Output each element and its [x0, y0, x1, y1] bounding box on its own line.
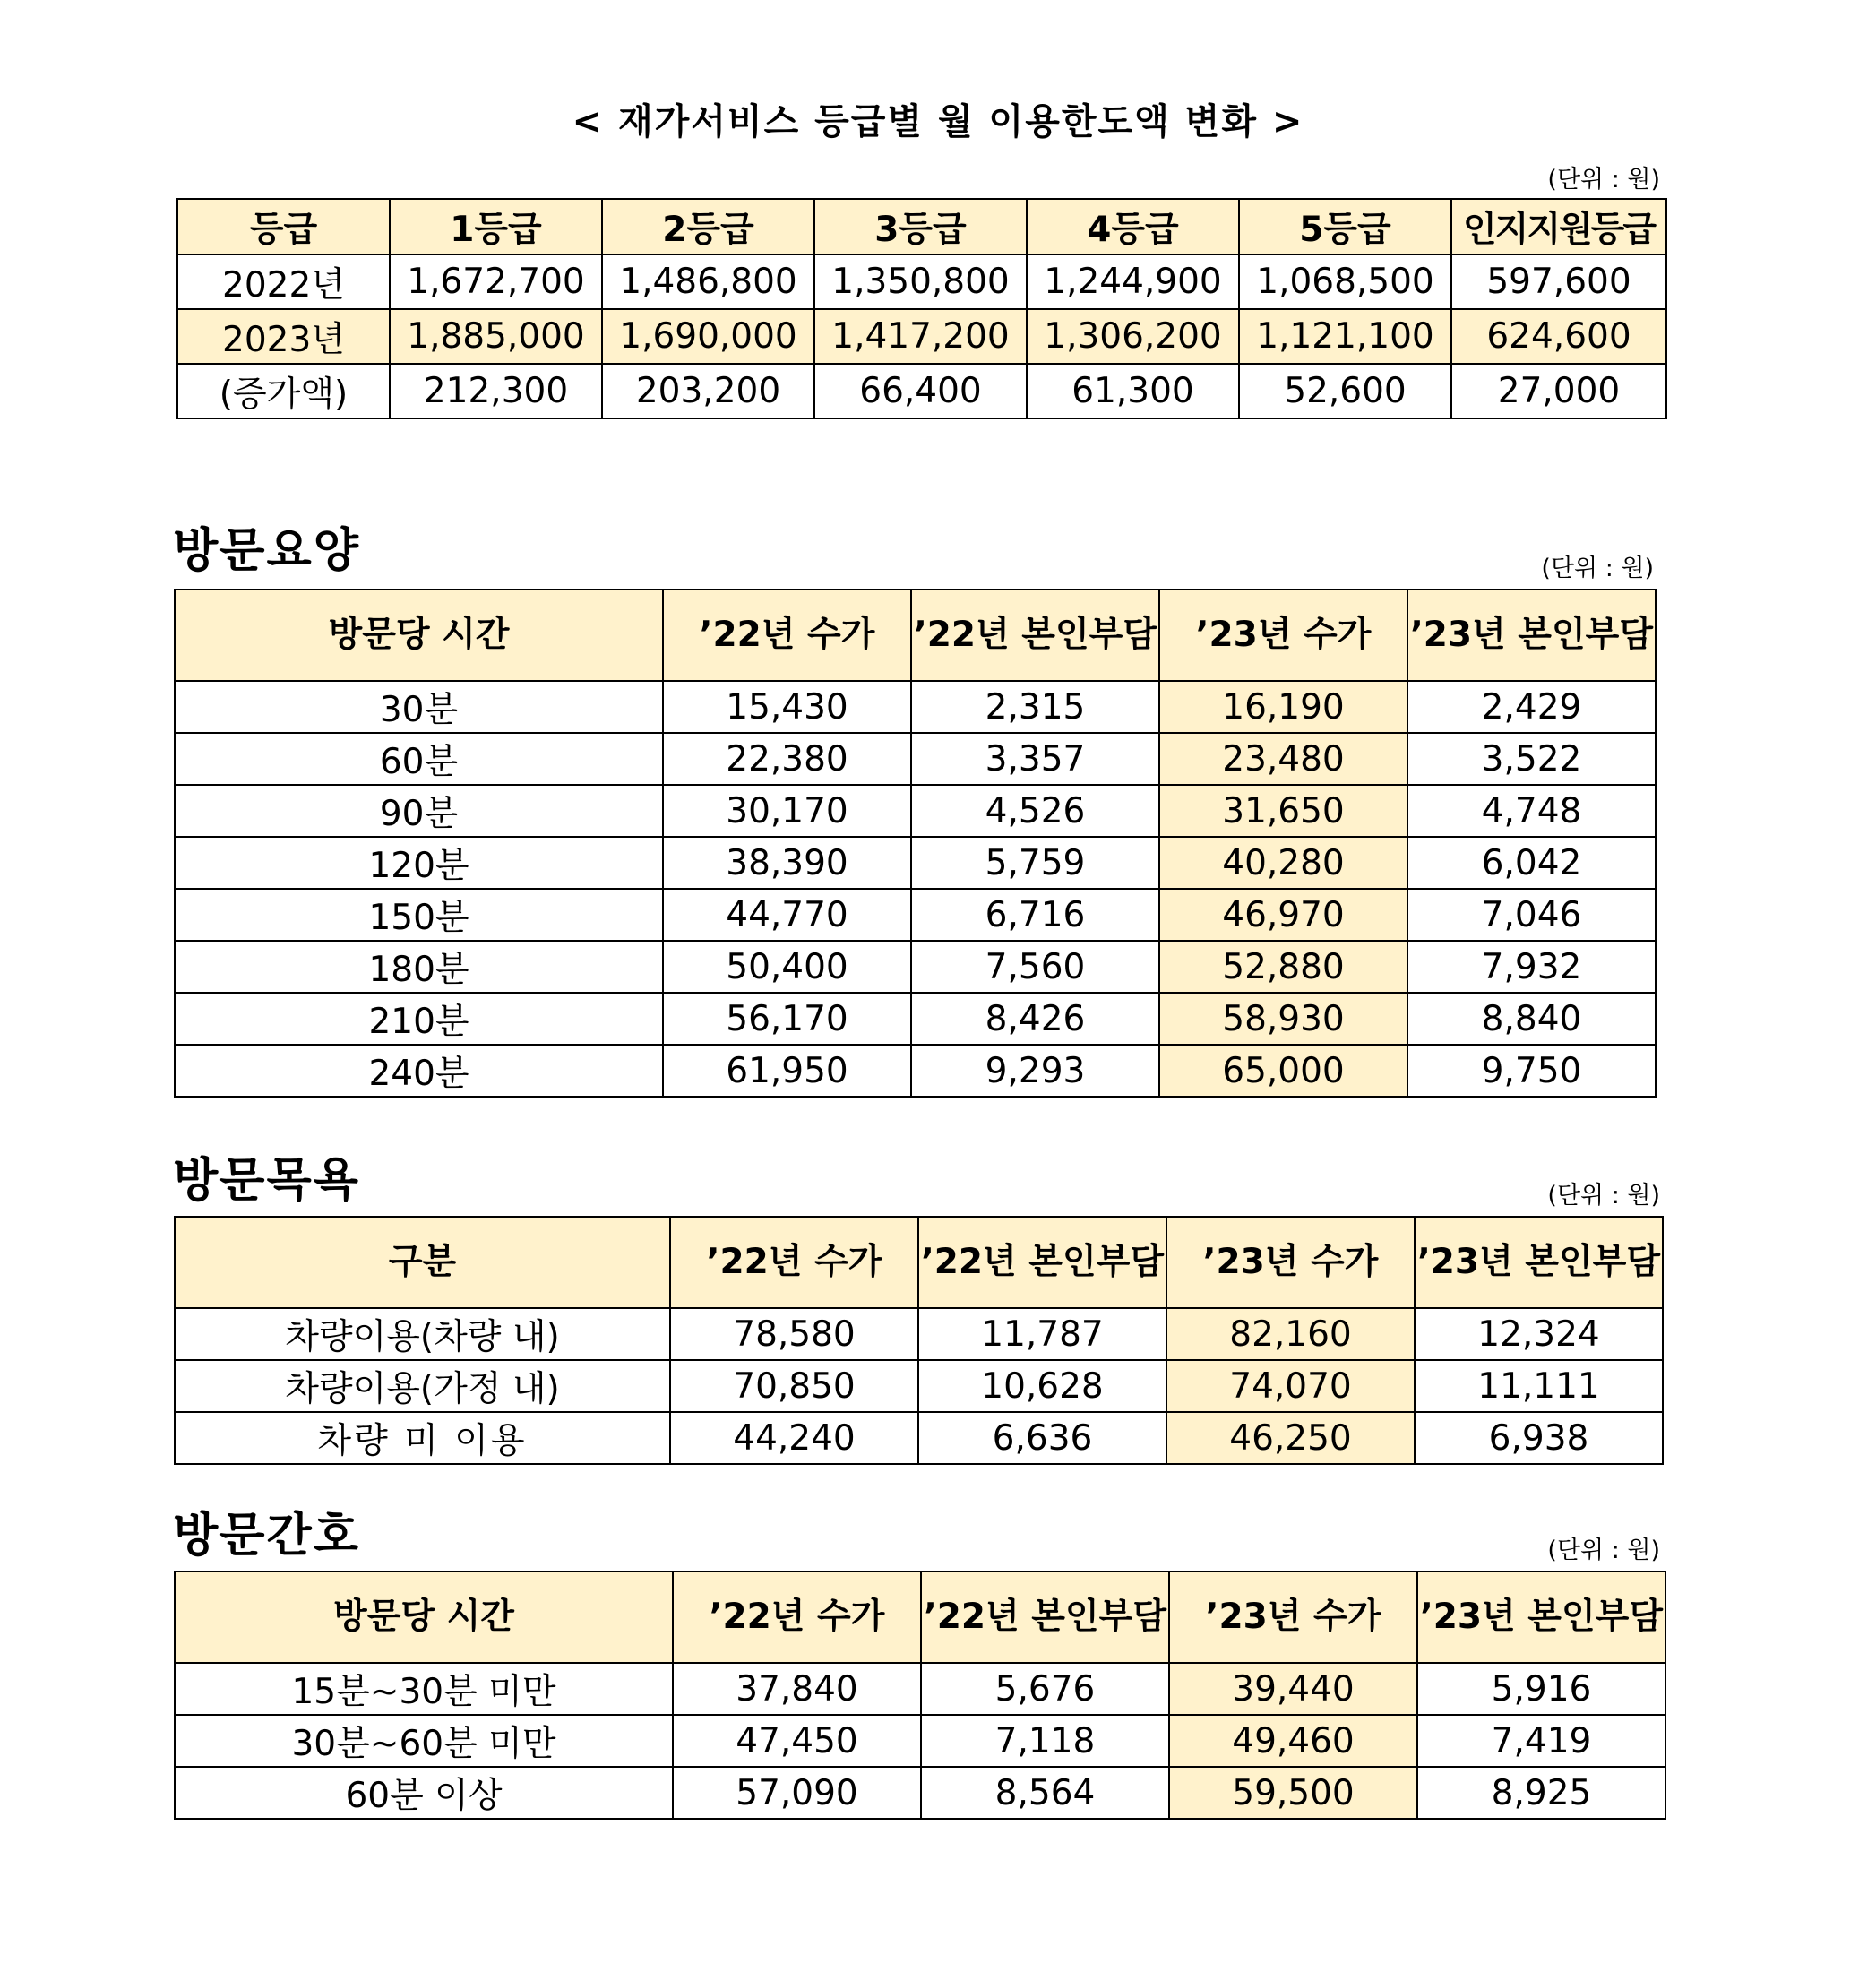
table-cell: 9,750 — [1407, 1045, 1656, 1097]
table-cell: 7,419 — [1417, 1715, 1665, 1767]
table-cell: 120분 — [175, 837, 663, 889]
table-cell: 1,690,000 — [602, 309, 814, 364]
table-cell: 70,850 — [670, 1360, 918, 1412]
table-cell: 1,306,200 — [1027, 309, 1239, 364]
table-cell: 3,522 — [1407, 733, 1656, 785]
table-cell: 1,417,200 — [814, 309, 1027, 364]
table-cell: 49,460 — [1169, 1715, 1417, 1767]
header-cell: 방문당 시간 — [175, 1572, 673, 1663]
header-cell: ’22년 수가 — [663, 590, 911, 681]
table-cell: 10,628 — [918, 1360, 1166, 1412]
table-cell: 58,930 — [1159, 993, 1407, 1045]
table-cell: 1,672,700 — [390, 254, 602, 309]
table-row — [177, 254, 1666, 309]
table-cell: 1,885,000 — [390, 309, 602, 364]
table-cell: 7,560 — [911, 941, 1159, 993]
table-cell: 30,170 — [663, 785, 911, 837]
table-row — [175, 1412, 1663, 1464]
table-cell: 90분 — [175, 785, 663, 837]
table-cell: 8,564 — [921, 1767, 1169, 1819]
header-cell: ’23년 본인부담 — [1415, 1217, 1663, 1308]
header-cell: ’23년 본인부담 — [1417, 1572, 1665, 1663]
table-row — [175, 733, 1656, 785]
table-cell: 47,450 — [673, 1715, 921, 1767]
table-row — [175, 1308, 1663, 1360]
table-cell: 1,350,800 — [814, 254, 1027, 309]
section-title-nursing: 방문간호 — [173, 1508, 360, 1563]
header-cell: ’22년 수가 — [670, 1217, 918, 1308]
table-cell: 5,916 — [1417, 1663, 1665, 1715]
header-cell: ’22년 본인부담 — [921, 1572, 1169, 1663]
table-header-row — [175, 590, 1656, 681]
table-cell: 15분~30분 미만 — [175, 1663, 673, 1715]
table-cell: 8,840 — [1407, 993, 1656, 1045]
table-cell: 8,426 — [911, 993, 1159, 1045]
table-cell: 9,293 — [911, 1045, 1159, 1097]
table-cell: 5,676 — [921, 1663, 1169, 1715]
table-cell: 30분~60분 미만 — [175, 1715, 673, 1767]
header-cell: 인지지원등급 — [1451, 199, 1666, 254]
table-row — [175, 889, 1656, 941]
table-cell: 1,068,500 — [1239, 254, 1451, 309]
main-title: < 재가서비스 등급별 월 이용한도액 변화 > — [572, 101, 1304, 142]
table-row — [175, 1045, 1656, 1097]
section-title-bathing: 방문목욕 — [173, 1153, 360, 1208]
table-cell: 27,000 — [1451, 364, 1666, 418]
table-cell: 12,324 — [1415, 1308, 1663, 1360]
header-cell: 1등급 — [390, 199, 602, 254]
header-cell: 5등급 — [1239, 199, 1451, 254]
header-cell: 4등급 — [1027, 199, 1239, 254]
table-cell: 61,950 — [663, 1045, 911, 1097]
header-cell: ’23년 본인부담 — [1407, 590, 1656, 681]
table-row — [175, 785, 1656, 837]
table-cell: 40,280 — [1159, 837, 1407, 889]
table-cell: 65,000 — [1159, 1045, 1407, 1097]
table-header-row — [175, 1572, 1665, 1663]
table-cell: 150분 — [175, 889, 663, 941]
header-cell: 3등급 — [814, 199, 1027, 254]
table-cell: (증가액) — [177, 364, 390, 418]
table-cell: 60분 — [175, 733, 663, 785]
table-cell: 44,240 — [670, 1412, 918, 1464]
header-cell: 구분 — [175, 1217, 670, 1308]
table-cell: 50,400 — [663, 941, 911, 993]
table-cell: 210분 — [175, 993, 663, 1045]
table-cell: 1,486,800 — [602, 254, 814, 309]
table-cell: 37,840 — [673, 1663, 921, 1715]
table-cell: 46,970 — [1159, 889, 1407, 941]
header-cell: ’23년 수가 — [1166, 1217, 1415, 1308]
table-header-row — [177, 199, 1666, 254]
table-cell: 7,118 — [921, 1715, 1169, 1767]
table-cell: 60분 이상 — [175, 1767, 673, 1819]
table-cell: 7,046 — [1407, 889, 1656, 941]
table-cell: 30분 — [175, 681, 663, 733]
header-cell: ’23년 수가 — [1169, 1572, 1417, 1663]
header-cell: ’23년 수가 — [1159, 590, 1407, 681]
table-cell: 44,770 — [663, 889, 911, 941]
table-row — [175, 1767, 1665, 1819]
table-row — [175, 1360, 1663, 1412]
table-cell: 15,430 — [663, 681, 911, 733]
home-care-fee-table — [174, 589, 1657, 1098]
table-cell: 78,580 — [670, 1308, 918, 1360]
table-cell: 46,250 — [1166, 1412, 1415, 1464]
header-cell: ’22년 수가 — [673, 1572, 921, 1663]
table-cell: 240분 — [175, 1045, 663, 1097]
table-cell: 6,716 — [911, 889, 1159, 941]
header-cell: 방문당 시간 — [175, 590, 663, 681]
table-cell: 61,300 — [1027, 364, 1239, 418]
table-cell: 차량 미 이용 — [175, 1412, 670, 1464]
table-cell: 180분 — [175, 941, 663, 993]
table-cell: 16,190 — [1159, 681, 1407, 733]
table-cell: 2023년 — [177, 309, 390, 364]
table-row — [177, 309, 1666, 364]
table-row — [175, 993, 1656, 1045]
table-cell: 2022년 — [177, 254, 390, 309]
bathing-fee-table — [174, 1216, 1664, 1465]
header-cell: 등급 — [177, 199, 390, 254]
nursing-fee-table — [174, 1571, 1666, 1820]
table-cell: 56,170 — [663, 993, 911, 1045]
unit-label: (단위 : 원) — [1547, 1537, 1660, 1564]
table-cell: 차량이용(차량 내) — [175, 1308, 670, 1360]
table-cell: 7,932 — [1407, 941, 1656, 993]
table-cell: 4,526 — [911, 785, 1159, 837]
table-cell: 212,300 — [390, 364, 602, 418]
table-cell: 57,090 — [673, 1767, 921, 1819]
table-cell: 1,121,100 — [1239, 309, 1451, 364]
header-cell: ’22년 본인부담 — [918, 1217, 1166, 1308]
header-cell: 2등급 — [602, 199, 814, 254]
table-row — [175, 1715, 1665, 1767]
table-cell: 74,070 — [1166, 1360, 1415, 1412]
unit-label: (단위 : 원) — [1547, 1182, 1660, 1210]
table-cell: 5,759 — [911, 837, 1159, 889]
table-cell: 23,480 — [1159, 733, 1407, 785]
table-cell: 66,400 — [814, 364, 1027, 418]
unit-label: (단위 : 원) — [1547, 166, 1660, 194]
table-cell: 11,111 — [1415, 1360, 1663, 1412]
table-cell: 82,160 — [1166, 1308, 1415, 1360]
table-cell: 203,200 — [602, 364, 814, 418]
table-cell: 38,390 — [663, 837, 911, 889]
table-cell: 11,787 — [918, 1308, 1166, 1360]
table-row — [175, 941, 1656, 993]
table-cell: 8,925 — [1417, 1767, 1665, 1819]
table-cell: 2,429 — [1407, 681, 1656, 733]
table-cell: 6,042 — [1407, 837, 1656, 889]
table-row — [177, 364, 1666, 418]
header-cell: ’22년 본인부담 — [911, 590, 1159, 681]
table-cell: 2,315 — [911, 681, 1159, 733]
table-cell: 22,380 — [663, 733, 911, 785]
section-title-home-care: 방문요양 — [173, 523, 360, 578]
table-cell: 39,440 — [1169, 1663, 1417, 1715]
table-cell: 1,244,900 — [1027, 254, 1239, 309]
table-row — [175, 1663, 1665, 1715]
table-cell: 4,748 — [1407, 785, 1656, 837]
unit-label: (단위 : 원) — [1541, 555, 1654, 582]
table-cell: 3,357 — [911, 733, 1159, 785]
table-row — [175, 837, 1656, 889]
table-cell: 52,880 — [1159, 941, 1407, 993]
table-cell: 59,500 — [1169, 1767, 1417, 1819]
table-cell: 31,650 — [1159, 785, 1407, 837]
table-cell: 차량이용(가정 내) — [175, 1360, 670, 1412]
table-header-row — [175, 1217, 1663, 1308]
table-cell: 6,636 — [918, 1412, 1166, 1464]
table-cell: 52,600 — [1239, 364, 1451, 418]
table-cell: 597,600 — [1451, 254, 1666, 309]
table-cell: 624,600 — [1451, 309, 1666, 364]
grade-limit-table — [176, 198, 1667, 419]
table-row — [175, 681, 1656, 733]
table-cell: 6,938 — [1415, 1412, 1663, 1464]
